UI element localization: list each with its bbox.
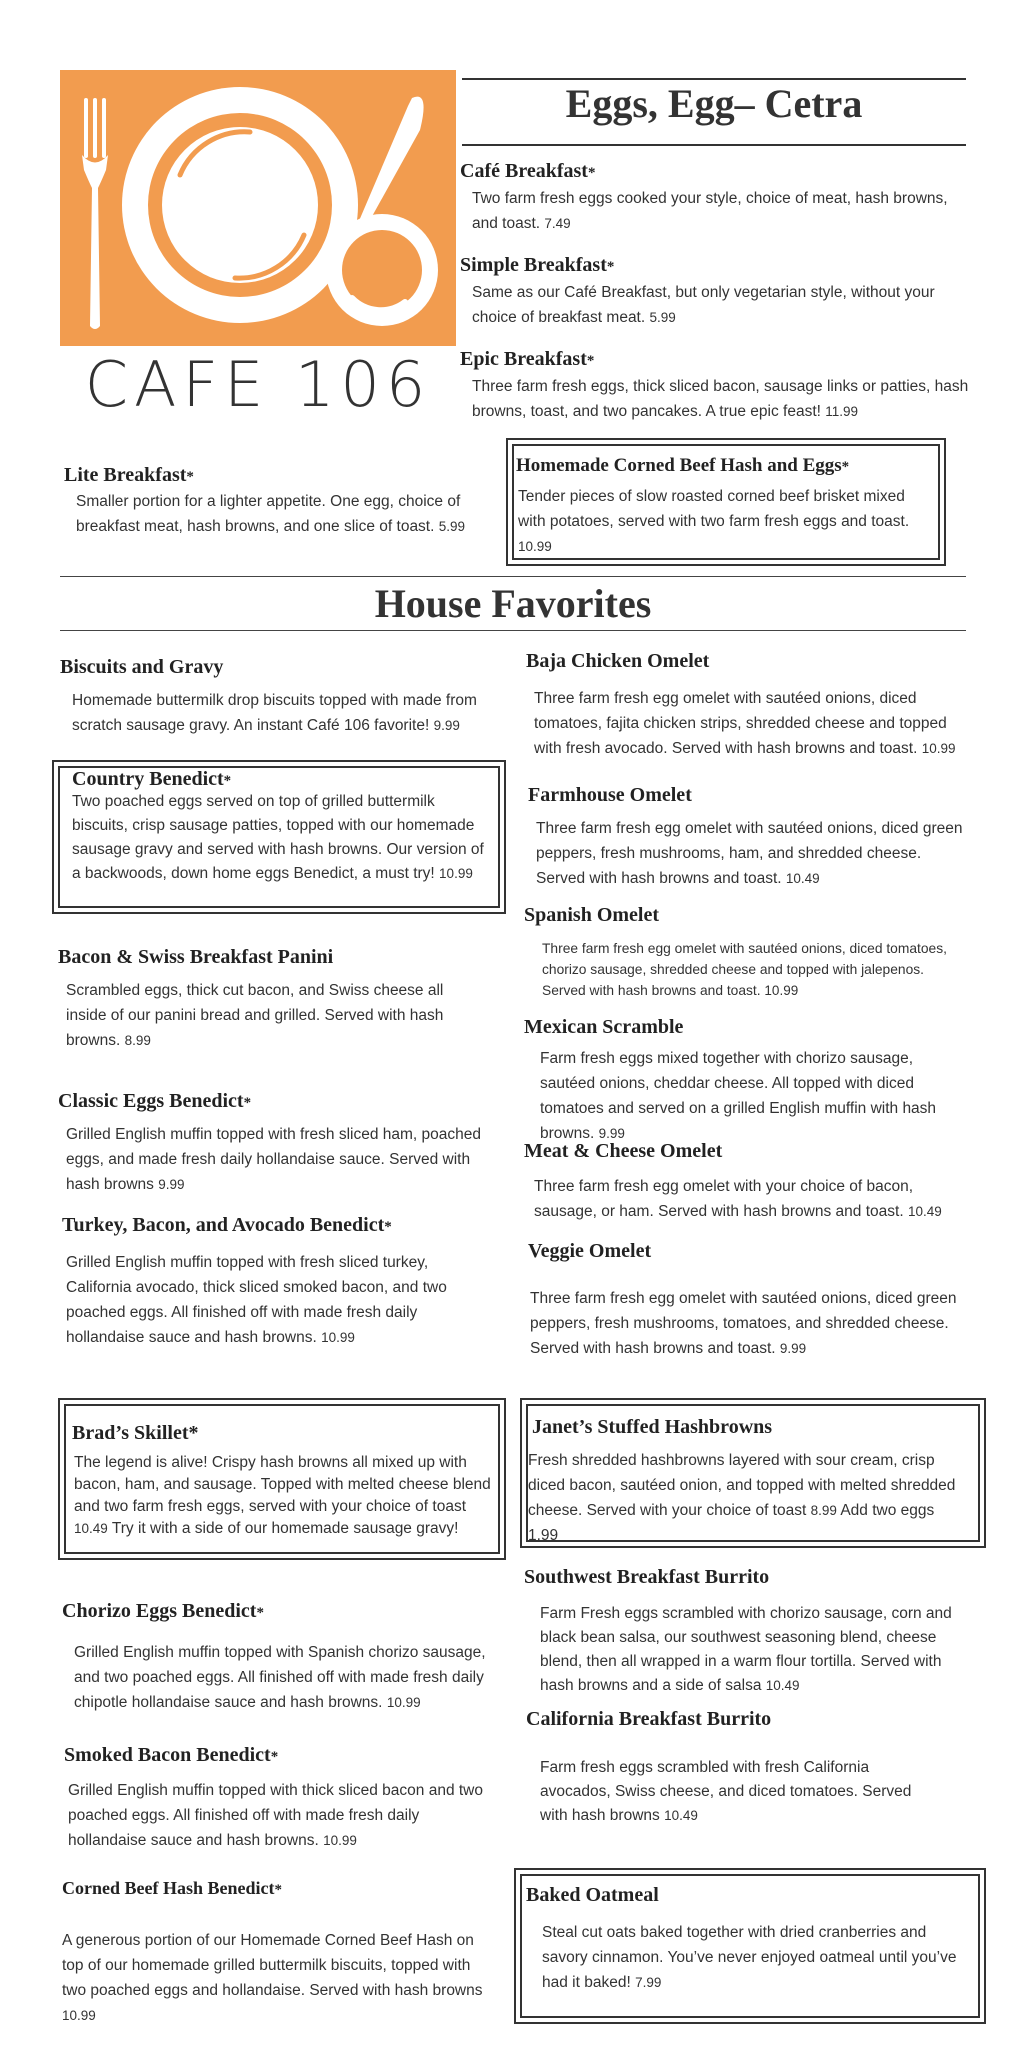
item-title-corned-beef-hash: Homemade Corned Beef Hash and Eggs* (516, 455, 850, 476)
price: 10.99 (62, 2008, 96, 2023)
item-desc-simple-breakfast: Same as our Café Breakfast, but only vegetarian style, without your choice of breakfast meat. 5.99 (472, 284, 935, 326)
price: 10.49 (765, 1678, 800, 1693)
logo-block (60, 70, 456, 346)
item-desc-baja-omelet: Three farm fresh egg omelet with sautéed onions, diced tomatoes, fajita chicken strips, shredded cheese and topped with fresh avocado. Served with hash browns and toast. 10.99 (534, 690, 956, 757)
item-title-turkey-benedict: Turkey, Bacon, and Avocado Benedict* (62, 1214, 392, 1236)
price: 9.99 (598, 1126, 625, 1141)
item-title-mexican-scramble: Mexican Scramble (524, 1016, 684, 1038)
price: 10.99 (439, 866, 473, 881)
item-title-baked-oatmeal: Baked Oatmeal (526, 1884, 659, 1906)
item-desc-meat-cheese-omelet: Three farm fresh egg omelet with your choice of bacon, sausage, or ham. Served with hash browns and toast. 10.49 (534, 1178, 942, 1220)
item-title-spanish-omelet: Spanish Omelet (524, 904, 660, 926)
price: 7.49 (544, 216, 571, 231)
item-desc-mexican-scramble: Farm fresh eggs mixed together with chorizo sausage, sautéed onions, cheddar cheese. All topped with diced tomatoes and served on a grilled English muffin with hash browns. 9.99 (540, 1050, 937, 1142)
divider (60, 630, 966, 631)
item-desc-biscuits-gravy: Homemade buttermilk drop biscuits topped with made from scratch sausage gravy. An instant Café 106 favorite! 9.99 (72, 692, 477, 734)
item-title-simple-breakfast: Simple Breakfast* (460, 254, 615, 276)
item-desc-janets-hashbrowns: Fresh shredded hashbrowns layered with sour cream, crisp diced bacon, sautéed onion, and topped with melted shredded cheese. Served with your choice of toast 8.99 Add two eggs 1.99 (528, 1452, 956, 1544)
item-title-biscuits-gravy: Biscuits and Gravy (60, 656, 224, 678)
item-title-baja-omelet: Baja Chicken Omelet (526, 650, 710, 672)
price: 7.99 (635, 1975, 662, 1990)
item-desc-brads-skillet: The legend is alive! Crispy hash browns all mixed up with bacon, ham, and sausage. Topped with melted cheese blend and two farm fresh eggs, served with your choice of toast 10.49 Try it with a side of our homemade sausage gravy! (74, 1454, 491, 1537)
item-desc-spanish-omelet: Three farm fresh egg omelet with sautéed onions, diced tomatoes, chorizo sausage, shredded cheese and topped with jalepenos. Served with hash browns and toast. 10.99 (542, 941, 947, 998)
item-desc-cafe-breakfast: Two farm fresh eggs cooked your style, choice of meat, hash browns, and toast. 7.49 (472, 190, 948, 232)
item-title-california-burrito: California Breakfast Burrito (526, 1708, 772, 1730)
item-title-epic-breakfast: Epic Breakfast* (460, 348, 595, 370)
price: 10.99 (323, 1833, 357, 1848)
item-desc-baked-oatmeal: Steal cut oats baked together with dried cranberries and savory cinnamon. You’ve never enjoyed oatmeal until you’ve had it baked! 7.99 (542, 1924, 957, 1991)
price: 10.99 (764, 983, 799, 998)
divider (60, 576, 966, 577)
item-title-chorizo-benedict: Chorizo Eggs Benedict* (62, 1600, 264, 1622)
section-title-eggs: Eggs, Egg– Cetra (565, 81, 863, 126)
price: 9.99 (158, 1177, 185, 1192)
price: 10.99 (386, 1695, 421, 1710)
price: 8.99 (124, 1033, 151, 1048)
item-title-classic-benedict: Classic Eggs Benedict* (58, 1090, 252, 1112)
item-title-corned-beef-benedict: Corned Beef Hash Benedict* (62, 1878, 282, 1898)
price: 8.99 (810, 1503, 837, 1518)
item-desc-veggie-omelet: Three farm fresh egg omelet with sautéed onions, diced green peppers, fresh mushrooms, tomatoes, and shredded cheese. Served with hash browns and toast. 9.99 (530, 1290, 957, 1357)
price: 10.49 (74, 1521, 108, 1536)
item-desc-classic-benedict: Grilled English muffin topped with fresh sliced ham, poached eggs, and made fresh daily hollandaise sauce. Served with hash browns 9.99 (66, 1126, 481, 1193)
price: 9.99 (779, 1341, 807, 1356)
fork-plate-knife-icon (60, 70, 456, 346)
item-desc-california-burrito: Farm fresh eggs scrambled with fresh California avocados, Swiss cheese, and diced tomatoes. Served with hash browns 10.49 (540, 1759, 912, 1824)
item-desc-corned-beef-hash: Tender pieces of slow roasted corned beef brisket mixed with potatoes, served with two farm fresh eggs and toast. 10.99 (518, 488, 910, 554)
item-title-janets-hashbrowns: Janet’s Stuffed Hashbrowns (532, 1416, 773, 1438)
item-desc-country-benedict: Two poached eggs served on top of grilled buttermilk biscuits, crisp sausage patties, topped with our homemade sausage gravy and served with hash browns. Our version of a backwoods, down home eggs Benedict, a must try! 10.99 (72, 793, 484, 882)
price: 5.99 (438, 519, 466, 534)
price: 10.49 (664, 1808, 698, 1823)
item-desc-epic-breakfast: Three farm fresh eggs, thick sliced bacon, sausage links or patties, hash browns, toast, and two pancakes. A true epic feast! 11.99 (472, 378, 969, 420)
item-desc-bacon-swiss-panini: Scrambled eggs, thick cut bacon, and Swiss cheese all inside of our panini bread and grilled. Served with hash browns. 8.99 (66, 982, 444, 1049)
item-title-country-benedict: Country Benedict* (72, 768, 232, 790)
section-title-house-favorites: House Favorites (374, 581, 652, 626)
item-desc-lite-breakfast: Smaller portion for a lighter appetite. One egg, choice of breakfast meat, hash browns, and one slice of toast. 5.99 (76, 493, 466, 535)
item-desc-southwest-burrito: Farm Fresh eggs scrambled with chorizo sausage, corn and black bean salsa, our southwest seasoning blend, cheese blend, then all wrapped in a warm flour tortilla. Served with hash browns and a side of salsa 10.49 (540, 1605, 952, 1694)
item-title-cafe-breakfast: Café Breakfast* (460, 160, 596, 182)
item-title-brads-skillet: Brad’s Skillet* (72, 1422, 199, 1444)
item-desc-turkey-benedict: Grilled English muffin topped with fresh sliced turkey, California avocado, thick sliced smoked bacon, and two poached eggs. All finished off with made fresh daily hollandaise sauce and hash browns. 10.99 (66, 1254, 447, 1346)
item-title-lite-breakfast: Lite Breakfast* (64, 464, 194, 486)
price: 9.99 (433, 718, 460, 733)
item-title-southwest-burrito: Southwest Breakfast Burrito (524, 1566, 770, 1588)
price: 10.99 (321, 1330, 355, 1345)
item-desc-corned-beef-benedict: A generous portion of our Homemade Corned Beef Hash on top of our homemade grilled buttermilk biscuits, topped with two poached eggs and hollandaise. Served with hash browns 10.99 (62, 1932, 483, 2023)
price: 11.99 (825, 404, 859, 419)
divider (462, 144, 966, 146)
price: 10.49 (785, 871, 820, 886)
item-title-smoked-bacon-benedict: Smoked Bacon Benedict* (64, 1744, 279, 1766)
item-title-bacon-swiss-panini: Bacon & Swiss Breakfast Panini (58, 946, 334, 968)
price: 5.99 (649, 310, 676, 325)
price: 10.49 (907, 1204, 942, 1219)
item-title-veggie-omelet: Veggie Omelet (528, 1240, 652, 1262)
item-desc-smoked-bacon-benedict: Grilled English muffin topped with thick sliced bacon and two poached eggs. All finished off with made fresh daily hollandaise sauce and hash browns. 10.99 (68, 1782, 483, 1849)
price: 10.99 (921, 741, 956, 756)
brand-name: CAFE 106 (84, 348, 432, 421)
item-title-farmhouse-omelet: Farmhouse Omelet (528, 784, 692, 806)
item-desc-chorizo-benedict: Grilled English muffin topped with Spanish chorizo sausage, and two poached eggs. All finished off with made fresh daily chipotle hollandaise sauce and hash browns. 10.99 (74, 1644, 486, 1711)
item-title-meat-cheese-omelet: Meat & Cheese Omelet (524, 1140, 723, 1162)
item-desc-farmhouse-omelet: Three farm fresh egg omelet with sautéed onions, diced green peppers, fresh mushrooms, ham, and shredded cheese. Served with hash browns and toast. 10.49 (536, 820, 963, 887)
price: 10.99 (518, 539, 552, 554)
